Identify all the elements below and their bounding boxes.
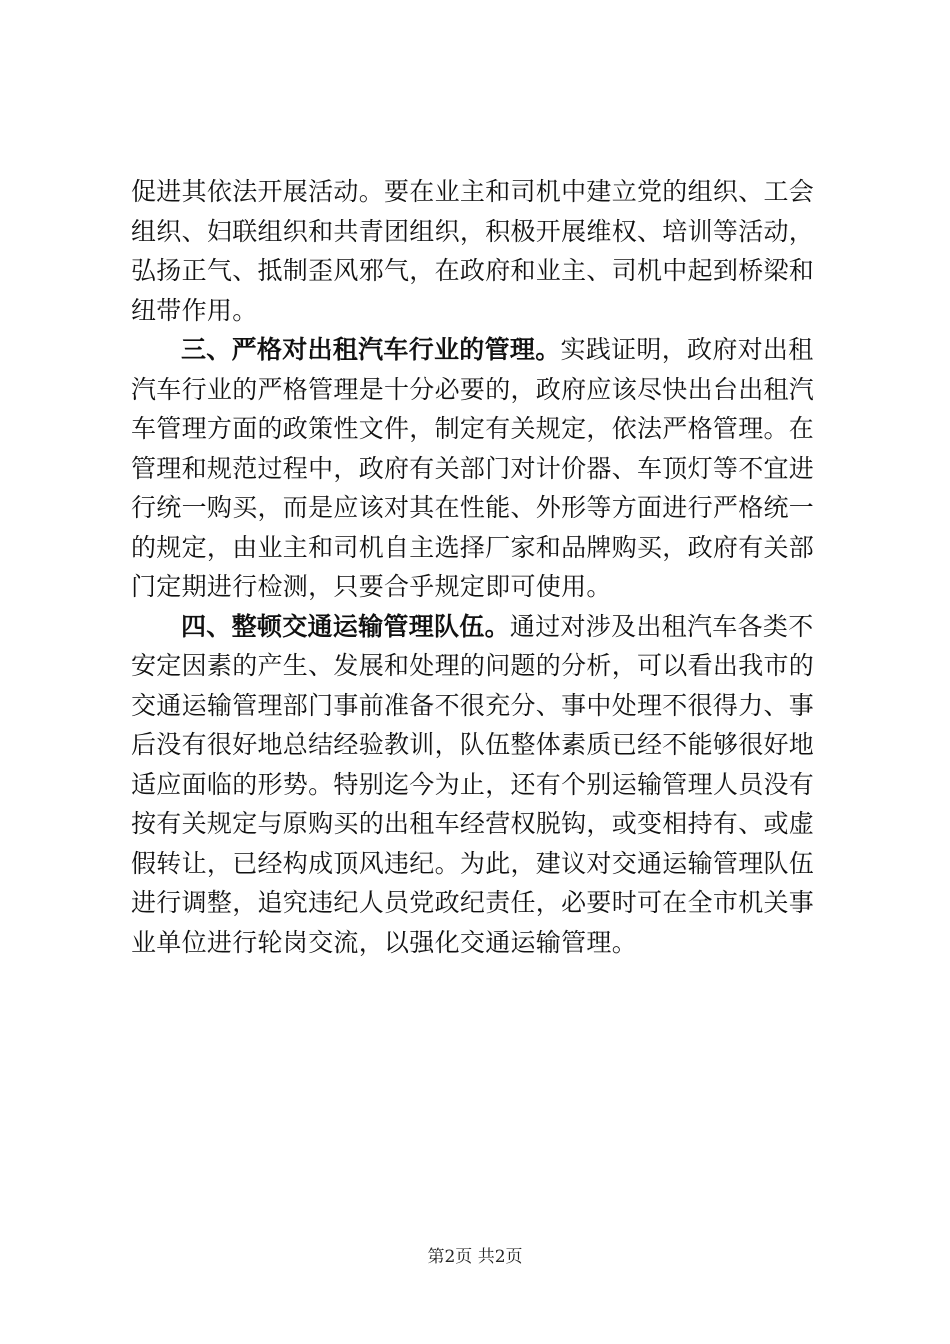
page-number-footer: 第2页 共2页 <box>427 1247 523 1267</box>
document-body <box>131 172 831 962</box>
body-line: 组织、妇联组织和共青团组织，积极开展维权、培训等活动， <box>131 216 815 246</box>
body-line-text: 通过对涉及出租汽车各类不 <box>509 611 814 641</box>
body-line: 适应面临的形势。特别迄今为止，还有个别运输管理人员没有 <box>131 769 815 799</box>
body-line: 安定因素的产生、发展和处理的问题的分析，可以看出我市的 <box>131 651 815 680</box>
body-line: 行统一购买，而是应该对其在性能、外形等方面进行严格统一 <box>131 493 815 522</box>
body-line: 管理和规范过程中，政府有关部门对计价器、车顶灯等不宜进 <box>131 453 815 483</box>
body-line: 的规定，由业主和司机自主选择厂家和品牌购买，政府有关部 <box>131 532 815 562</box>
body-line: 促进其依法开展活动。要在业主和司机中建立党的组织、工会 <box>131 177 815 206</box>
section-three-first-line <box>131 330 831 370</box>
section-heading-four: 四、整顿交通运输管理队伍。 <box>181 611 510 641</box>
body-line: 业单位进行轮岗交流，以强化交通运输管理。 <box>131 927 638 957</box>
body-line: 车管理方面的政策性文件，制定有关规定，依法严格管理。在 <box>131 414 815 443</box>
body-line: 纽带作用。 <box>131 295 258 325</box>
section-four-first-line <box>131 607 831 647</box>
body-line: 假转让，已经构成顶风违纪。为此，建议对交通运输管理队伍 <box>131 848 815 878</box>
body-line: 按有关规定与原购买的出租车经营权脱钩，或变相持有、或虚 <box>131 809 815 838</box>
section-heading-three: 三、严格对出租汽车行业的管理。 <box>181 335 561 364</box>
body-line: 汽车行业的严格管理是十分必要的，政府应该尽快出台出租汽 <box>131 374 815 404</box>
body-line: 进行调整，追究违纪人员党政纪责任，必要时可在全市机关事 <box>131 888 815 917</box>
body-line: 门定期进行检测，只要合乎规定即可使用。 <box>131 572 612 601</box>
body-line: 交通运输管理部门事前准备不很充分、事中处理不很得力、事 <box>131 690 815 720</box>
body-line-text: 实践证明，政府对出租 <box>560 335 814 364</box>
body-line: 弘扬正气、抵制歪风邪气，在政府和业主、司机中起到桥梁和 <box>131 256 815 285</box>
body-line: 后没有很好地总结经验教训，队伍整体素质已经不能够很好地 <box>131 730 815 759</box>
